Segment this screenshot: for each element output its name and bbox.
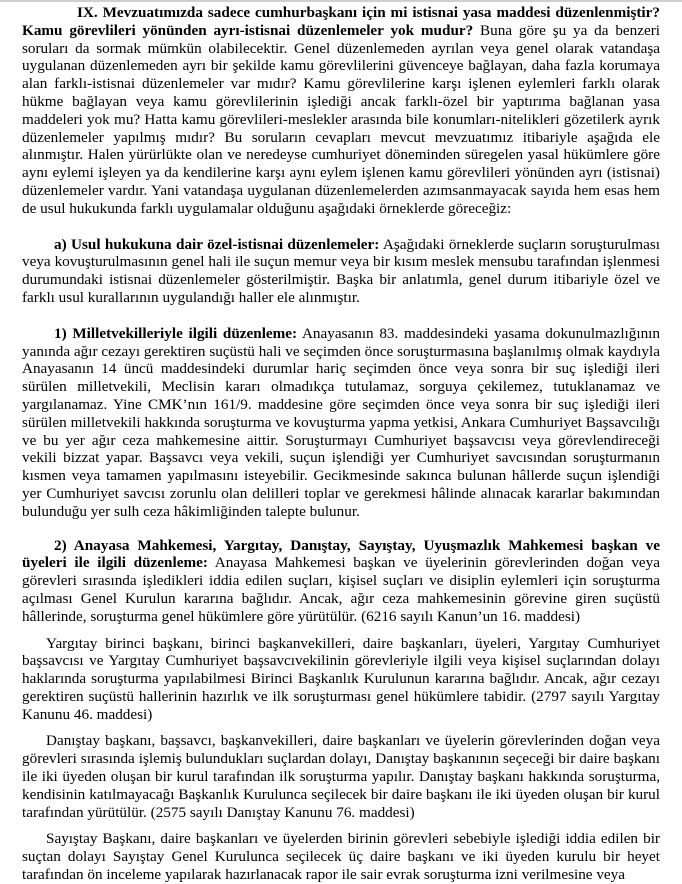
- section-ix-body: Buna göre şu ya da benzeri soruları da sormak mümkün olabilecektir. Genel düzenlemeden ayrılan veya genel olarak vatandaşa uygulanan düzenlemeden ayrı bir şekilde kamu görevlilerini güvenceye bağlayan, daha fazla korumaya alan farklı-istisnai düzenlemeler var mıdır? Kamu görevlilerine karşı işlenen eylemleri farklı olarak hükme bağlayan veya kamu görevlilerinin işlediği ancak farklı-özel bir yaptırıma bağlanan yasa maddeleri yok mu? Hatta kamu görevlileri-meslekler arasında bile konumları-nitelikleri gözetilerk ayrık düzenlemeler yapılmış mıdır? Bu soruların cevapları mevcut mevzuatımız itibariyle aşağıda ele alınmıştır. Halen yürürlükte olan ve neredeyse cumhuriyet döneminden süregelen yasal hükümlere göre aynı eylemi işleyen ya da kendilerine karşı aynı eylem işlenen kamu görevlileri yönünden ayrı (istisnai) düzenlemeler vardır. Yani vatandaşa uygulanan düzenlemelerden azımsanmayacak sayıda hem esas hem de usul hukukunda farklı uygulamalar olduğunu aşağıdaki örneklerde göreceğiz:: [22, 21, 661, 217]
- page-top-border: [0, 0, 682, 2]
- subsection-a-body: Aşağıdaki örneklerde suçların soruşturulması veya kovuşturulmasının genel hali ile suçun memur veya bir kısım meslek mensubu tarafından işlenmesi durumundaki istisnai düzenlemeler gösterilmiştir. Başka bir anlatımla, genel durum itibariyle özel ve farklı usul kurallarının uygulandığı haller ele alınmıştır.: [22, 235, 660, 306]
- section-ix-paragraph: [22, 4, 660, 218]
- item-1-heading: 1) Milletvekilleriyle ilgili düzenleme:: [54, 324, 298, 342]
- subsection-a-heading: a) Usul hukukuna dair özel-istisnai düzenlemeler:: [54, 235, 380, 253]
- yargitay-paragraph: Yargıtay birinci başkanı, birinci başkanvekilleri, daire başkanları, üyeleri, Yargıtay Cumhuriyet başsavcısı ve Yargıtay Cumhuriyet başsavcıvekilinin görevleriyle ilgili veya kişisel suçlarından dolayı haklarında soruşturma yapılabilmesi Birinci Başkanlık Kurulunun kararına bağlıdır. Ancak, ağır cezayı gerektiren suçüstü hallerinin hazırlık ve ilk soruşturması genel hükümlere tabidir. (2797 sayılı Yargıtay Kanunu 46. maddesi): [22, 634, 660, 723]
- item-1-body: Anayasanın 83. maddesindeki yasama dokunulmazlığının yanında ağır cezayı gerektiren suçüstü hali ve seçimden önce soruşturmasına başlanılmış olmak kaydıyla Anayasanın 14 üncü maddesindeki durumlar hariç seçimden önce veya sonra bir suç işlediği ileri sürülen milletvekili, Meclisin kararı olmadıkça tutulamaz, sorguya çekilemez, tutuklanamaz ve yargılanamaz. Yine CMK’nın 161/9. maddesine göre seçimden önce veya sonra bir suç işlediği ileri sürülen milletvekili hakkında soruşturma ve kovuşturma yapma yetkisi, Ankara Cumhuriyet Başsavcılığı ve bu yer ağır ceza mahkemesine aittir. Soruşturmayı Cumhuriyet başsavcısı veya görevlendireceği vekili bizzat yapar. Başsavcı veya vekili, suçun işlendiği yer Cumhuriyet savcısından soruşturmanın kısmen veya tamamen yapılmasını isteyebilir. Gecikmesinde sakınca bulunan hâllerde suçun işlendiği yer Cumhuriyet savcısı zorunlu olan delilleri toplar ve gerekmesi hâlinde alınacak kararlar bakımından bulunduğu yer sulh ceza hâkimliğinden talepte bulunur.: [22, 324, 660, 520]
- danistay-paragraph: Danıştay başkanı, başsavcı, başkanvekilleri, daire başkanları ve üyelerin görevlerinden doğan veya görevleri sırasında işlemiş bulundukları suçlardan dolayı, Danıştay başkanının seçeceği bir daire başkanı ile iki üyeden oluşan bir kurul tarafından ilk soruşturma yapılır. Danıştay başkanı hakkında soruşturma, kendisinin katılmayacağı Başkanlık Kurulunca seçilecek bir daire başkanı ile iki üyeden oluşan bir kurul tarafından yürütülür. (2575 sayılı Danıştay Kanunu 76. maddesi): [22, 732, 660, 821]
- sayistay-paragraph: Sayıştay Başkanı, daire başkanları ve üyelerden birinin görevleri sebebiyle işlediği iddia edilen bir suçtan dolayı Sayıştay Genel Kurulunca seçilecek üç daire başkanı ve iki üyeden kurulu bir heyet tarafından ön inceleme yapılarak hazırlanacak rapor ile sair evrak soruşturma izni verilmesine veya: [22, 830, 660, 884]
- item-2-body: Anayasa Mahkemesi başkan ve üyelerinin görevlerinden doğan veya görevleri sırasında işledikleri iddia edilen suçları, kişisel suçları ve disiplin eylemleri için soruşturma açılması Genel Kurulun kararına bağlıdır. Ancak, ağır ceza mahkemesinin görevine giren suçüstü hâllerinde, soruşturma genel hükümlere göre yürütülür. (6216 sayılı Kanun’un 16. maddesi): [22, 554, 660, 625]
- item-1-paragraph: [22, 325, 660, 521]
- section-ix-heading: IX. Mevzuatımızda sadece cumhurbaşkanı için mi istisnai yasa maddesi düzenlenmiştir? Kamu görevlileri yönünden ayrı-istisnai düzenlemeler yok mudur?: [22, 4, 660, 39]
- item-2-heading: 2) Anayasa Mahkemesi, Yargıtay, Danıştay, Sayıştay, Uyuşmazlık Mahkemesi başkan ve üyeleri ile ilgili düzenleme:: [22, 536, 660, 572]
- document-page: [22, 4, 660, 884]
- subsection-a-paragraph: [22, 236, 660, 307]
- item-2-paragraph: [22, 537, 660, 626]
